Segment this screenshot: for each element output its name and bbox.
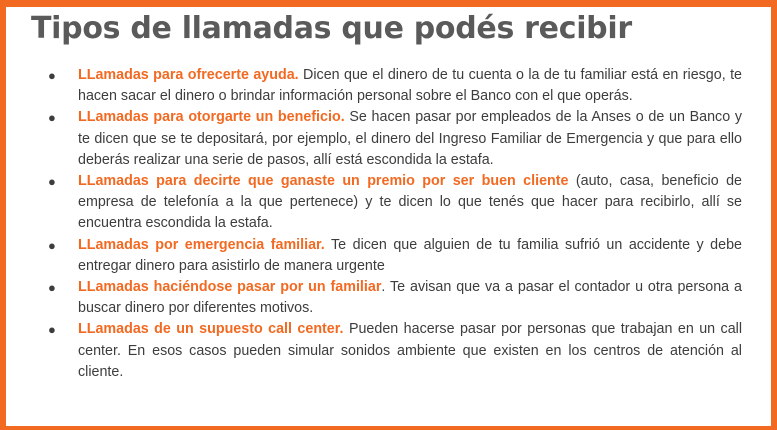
item-lead: LLamadas de un supuesto call center.: [78, 321, 344, 338]
item-lead: LLamadas para decirte que ganaste un premio por ser buen cliente: [78, 173, 569, 190]
list-item: [48, 65, 742, 107]
bullet-icon: ●: [48, 322, 56, 338]
list-item: [48, 107, 742, 171]
list-item: [48, 235, 742, 277]
bullet-icon: ●: [48, 280, 56, 296]
item-text: (auto, casa, beneficio de empresa de telefonía a la que pertenece) y te dicen lo que tenés que hacer para recibirlo, allí se encuentra escondida la estafa.: [78, 173, 742, 232]
item-text: Pueden hacerse pasar por personas que trabajan en un call center. En esos casos pueden simular sonidos ambiente que existen en los centros de atención al cliente.: [78, 321, 742, 380]
item-text: . Te avisan que va a pasar el contador u otra persona a buscar dinero por diferentes motivos.: [78, 279, 742, 317]
item-lead: LLamadas por emergencia familiar.: [78, 236, 325, 253]
call-types-list: [48, 65, 742, 383]
bullet-icon: ●: [48, 68, 56, 83]
list-item: [48, 277, 742, 319]
item-text: Te dicen que alguien de tu familia sufrió un accidente y debe entregar dinero para asistirlo de manera urgente: [78, 236, 742, 274]
item-text: Dicen que el dinero de tu cuenta o la de tu familiar está en riesgo, te hacen sacar el dinero o brindar información personal sobre el Banco con el que operás.: [78, 67, 743, 105]
item-lead: LLamadas haciéndose pasar por un familiar: [78, 279, 382, 296]
list-item: [48, 319, 742, 383]
item-text: Se hacen pasar por empleados de la Anses o de un Banco y te dicen que se te depositará, por ejemplo, el dinero del Ingreso Familiar de Emergencia y que para ello deberás realizar una serie de pasos, allí está escondida la estafa.: [78, 109, 742, 168]
item-lead: LLamadas para otorgarte un beneficio.: [78, 109, 345, 126]
bullet-icon: ●: [48, 110, 56, 126]
bullet-icon: ●: [48, 174, 56, 190]
bullet-icon: ●: [48, 237, 56, 253]
page-title: Tipos de llamadas que podés recibir: [31, 11, 632, 46]
item-lead: LLamadas para ofrecerte ayuda.: [78, 67, 299, 83]
list-item: [48, 171, 742, 235]
